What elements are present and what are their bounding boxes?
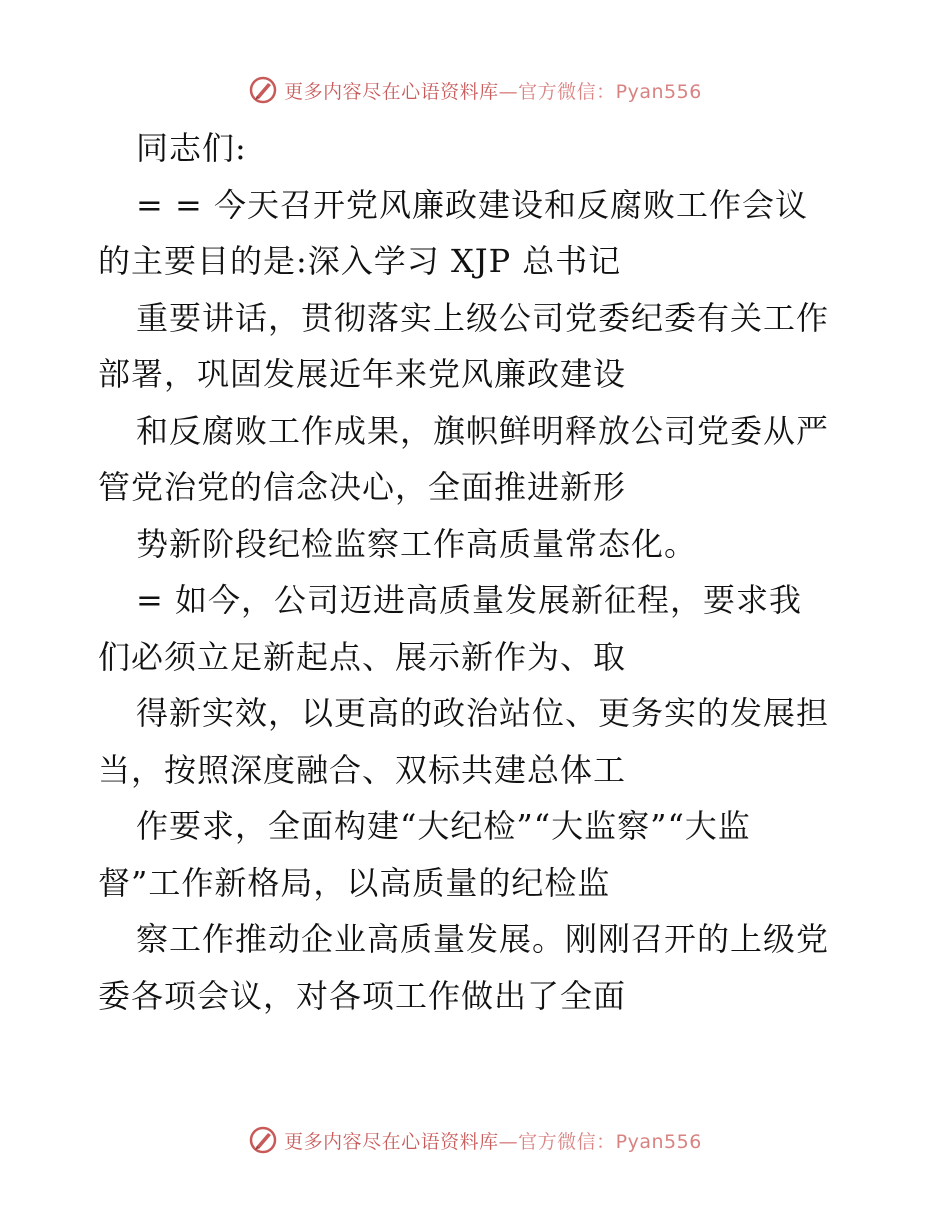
text-line: 们必须立足新起点、展示新作为、取 — [98, 637, 627, 676]
watermark-main-text: 更多内容尽在心语资料库 — [284, 80, 499, 103]
text-line: 重要讲话，贯彻落实上级公司党委纪委有关工作 — [136, 298, 830, 337]
quill-logo-icon — [248, 75, 278, 105]
watermark-main-text: 更多内容尽在心语资料库 — [284, 1130, 499, 1153]
header-watermark — [0, 70, 950, 110]
document-body — [98, 120, 858, 1024]
footer-watermark — [0, 1120, 950, 1160]
text-line: = = 今天召开党风廉政建设和反腐败工作会议 — [136, 185, 808, 224]
text-line: 的主要目的是:深入学习 XJP 总书记 — [98, 242, 622, 280]
text-line: 当，按照深度融合、双标共建总体工 — [98, 750, 627, 789]
text-line: 得新实效，以更高的政治站位、更务实的发展担 — [136, 694, 830, 732]
text-line: 势新阶段纪检监察工作高质量常态化。 — [136, 524, 698, 563]
text-line: 部署，巩固发展近年来党风廉政建设 — [98, 355, 627, 393]
text-line: 委各项会议，对各项工作做出了全面 — [98, 976, 627, 1015]
watermark-sub-text: —官方微信：Pyan556 — [498, 80, 702, 103]
text-line: 督”工作新格局，以高质量的纪检监 — [98, 863, 611, 902]
watermark-sub-text: —官方微信：Pyan556 — [498, 1130, 702, 1153]
text-line: 同志们: — [136, 129, 247, 167]
text-line: 作要求，全面构建“大纪检”“大监察”“大监 — [136, 807, 751, 845]
text-line: 管党治党的信念决心，全面推进新形 — [98, 468, 627, 506]
text-line: 和反腐败工作成果，旗帜鲜明释放公司党委从严 — [136, 411, 830, 450]
text-line: = 如今，公司迈进高质量发展新征程，要求我 — [136, 581, 802, 619]
quill-logo-icon — [248, 1125, 278, 1155]
text-line: 察工作推动企业高质量发展。刚刚召开的上级党 — [136, 920, 830, 958]
